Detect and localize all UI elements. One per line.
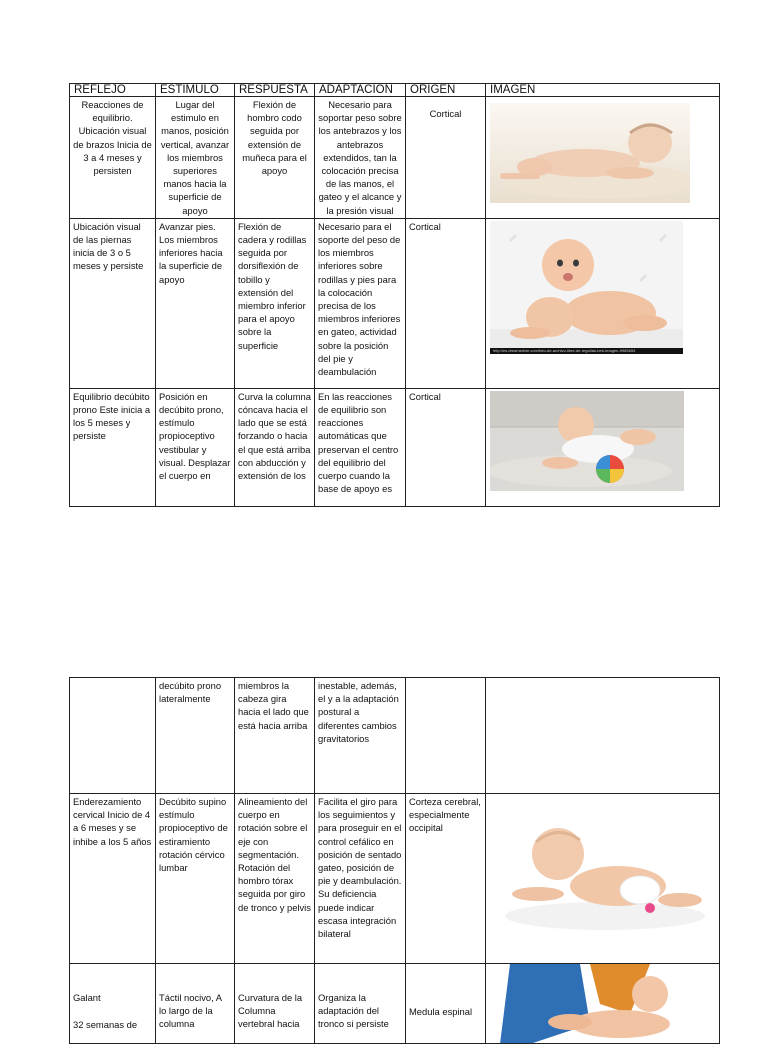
cell-respuesta: Flexión de hombro codo seguida por extensión de muñeca para el apoyo: [235, 97, 315, 219]
cell-respuesta: Curva la columna cóncava hacia el lado que se está forzando o hacia el que está arriba con abducción y extensión de los: [235, 388, 315, 506]
cell-reflejo: [70, 964, 156, 1044]
baby-prone-smiling-image: [490, 221, 683, 354]
table-row: [70, 388, 720, 506]
cell-origen: Cortical: [406, 388, 486, 506]
cell-imagen: [486, 97, 720, 219]
table-row: [70, 678, 720, 794]
header-reflejo: REFLEJO: [70, 84, 156, 97]
cell-estimulo: Decúbito supino estímulo propioceptivo de estiramiento rotación cérvico lumbar: [156, 794, 235, 964]
cell-reflejo: Equilibrio decúbito prono Este inicia a los 5 meses y persiste: [70, 388, 156, 506]
cell-adaptacion: Necesario para el soporte del peso de los miembros inferiores sobre rodillas y pies para la colocación precisa de los miembros inferiores en gateo, actividad sobre la posición del pie y deambulación: [315, 218, 406, 388]
reflejo-name: Galant: [73, 992, 101, 1003]
table-row: [70, 794, 720, 964]
cell-respuesta: miembros la cabeza gira hacia el lado que está hacia arriba: [235, 678, 315, 794]
table-header-row: [70, 84, 720, 97]
cell-estimulo: Posición en decúbito prono, estímulo propioceptivo vestibular y visual. Desplazar el cuerpo en: [156, 388, 235, 506]
baby-examined-image: [500, 964, 700, 1044]
cell-adaptacion: Organiza la adaptación del tronco si persiste: [315, 964, 406, 1044]
cell-estimulo: decúbito prono lateralmente: [156, 678, 235, 794]
cell-estimulo: Lugar del estimulo en manos, posición vertical, avanzar los miembros superiores manos hacia la superficie de apoyo: [156, 97, 235, 219]
cell-adaptacion: En las reacciones de equilibrio son reacciones automáticas que preservan el centro del equilibrio del cuerpo cuando la base de apoyo es: [315, 388, 406, 506]
header-imagen: IMAGEN: [486, 84, 720, 97]
baby-with-ball-image: [490, 391, 684, 491]
table-row: [70, 964, 720, 1044]
cell-imagen: [486, 388, 720, 506]
cell-imagen: [486, 794, 720, 964]
cell-adaptacion: inestable, además, el y a la adaptación postural a diferentes cambios gravitatorios: [315, 678, 406, 794]
table-row: [70, 218, 720, 388]
cell-origen: Medula espinal: [406, 964, 486, 1044]
cell-respuesta: Flexión de cadera y rodillas seguida por dorsiflexión de tobillo y extensión del miembro inferior para el apoyo sobre la superficie: [235, 218, 315, 388]
cell-reflejo: Reacciones de equilibrio. Ubicación visual de brazos Inicia de 3 a 4 meses y persisten: [70, 97, 156, 219]
header-estimulo: ESTÍMULO: [156, 84, 235, 97]
cell-adaptacion: Facilita el giro para los seguimientos y para proseguir en el control cefálico en posición de sentado gateo, posición de pie y deambulación. Su deficiencia puede indicar escasa integración bilateral: [315, 794, 406, 964]
cell-respuesta: Curvatura de la Columna vertebral hacia: [235, 964, 315, 1044]
cell-imagen: [486, 678, 720, 794]
header-adaptacion: ADAPTACIÓN: [315, 84, 406, 97]
header-origen: ORIGEN: [406, 84, 486, 97]
cell-origen: [406, 678, 486, 794]
header-respuesta: RESPUESTA: [235, 84, 315, 97]
cell-adaptacion: Necesario para soportar peso sobre los antebrazos y los antebrazos extendidos, tan la colocación precisa de las manos, el gateo y el alcance y la presión visual: [315, 97, 406, 219]
baby-lying-side-image: [500, 804, 710, 944]
cell-imagen: [486, 218, 720, 388]
baby-prone-forearms-image: [490, 103, 690, 203]
cell-origen: Cortical: [406, 97, 486, 219]
reflex-table-top: [69, 83, 720, 507]
table-row: [70, 97, 720, 219]
image-source-caption: http://es.dreamstime.com/foto-de-archivo-libre-de-regalías-beb-imagen-9985654: [490, 348, 683, 354]
cell-reflejo: Enderezamiento cervical Inicio de 4 a 6 meses y se inhibe a los 5 años: [70, 794, 156, 964]
cell-origen: Corteza cerebral, especialmente occipital: [406, 794, 486, 964]
reflejo-onset: 32 semanas de: [73, 1019, 138, 1031]
cell-reflejo: Ubicación visual de las piernas inicia de 3 o 5 meses y persiste: [70, 218, 156, 388]
cell-origen: Cortical: [406, 218, 486, 388]
reflex-table-bottom: [69, 677, 720, 1044]
cell-reflejo: [70, 678, 156, 794]
cell-imagen: [486, 964, 720, 1044]
cell-estimulo: Táctil nocivo, A lo largo de la columna: [156, 964, 235, 1044]
cell-respuesta: Alineamiento del cuerpo en rotación sobre el eje con segmentación. Rotación del hombro tórax seguida por giro de tronco y pelvis: [235, 794, 315, 964]
cell-estimulo: Avanzar pies. Los miembros inferiores hacia la superficie de apoyo: [156, 218, 235, 388]
